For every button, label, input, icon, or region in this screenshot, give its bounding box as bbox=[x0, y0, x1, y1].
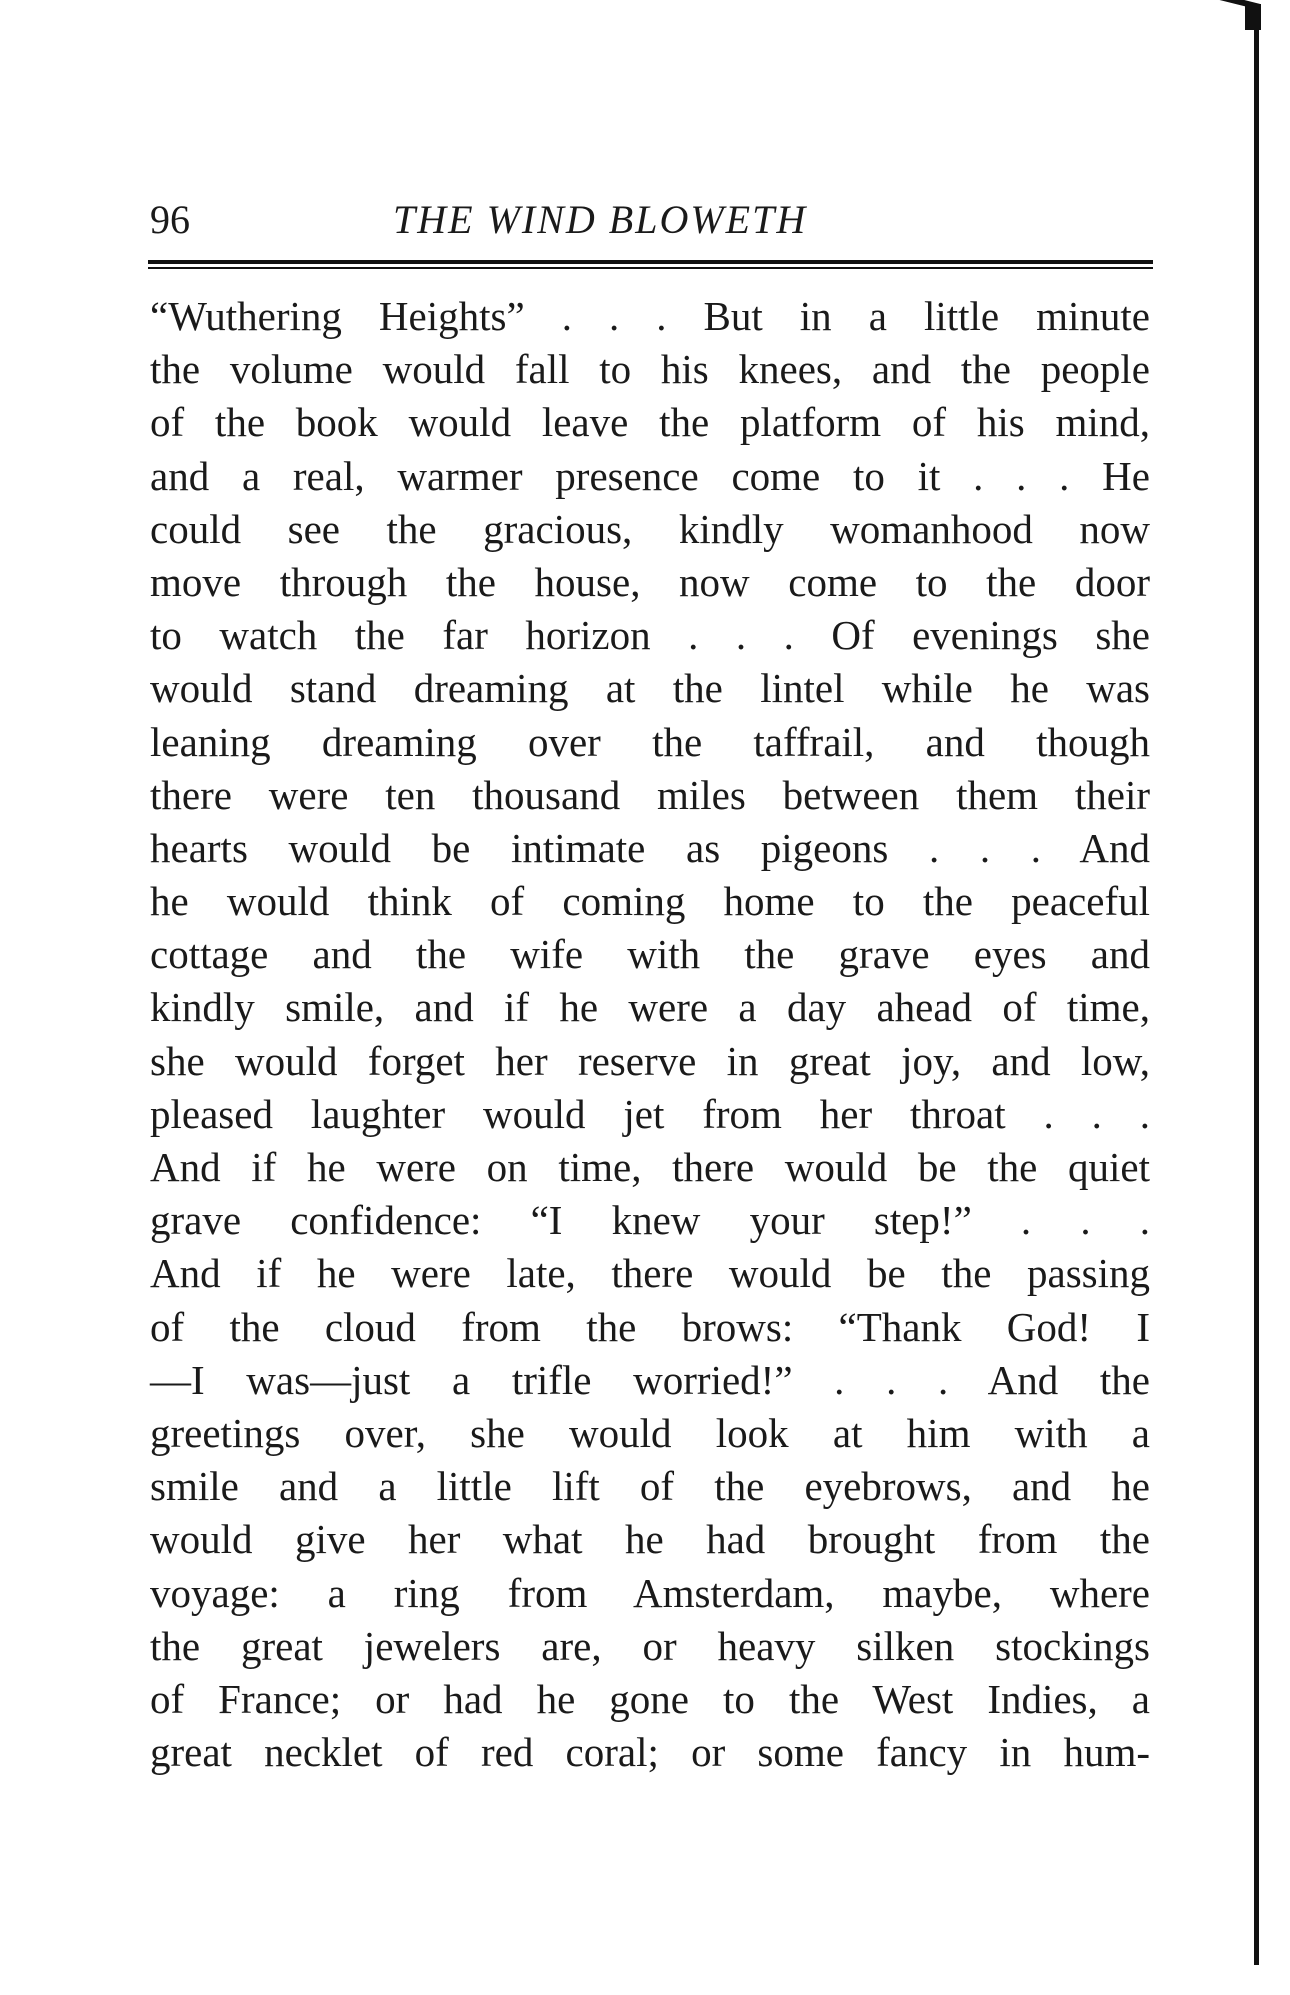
text-line: of the book would leave the platform of his mind, bbox=[150, 399, 1150, 446]
text-line: he would think of coming home to the peaceful bbox=[150, 878, 1150, 925]
text-line: “Wuthering Heights” . . . But in a little minute bbox=[150, 293, 1150, 339]
text-line: And if he were on time, there would be the quiet bbox=[150, 1144, 1150, 1190]
page-number: 96 bbox=[150, 197, 190, 242]
running-header bbox=[150, 190, 1150, 250]
text-line: to watch the far horizon . . . Of evenings she bbox=[150, 612, 1150, 659]
text-line: voyage: a ring from Amsterdam, maybe, where bbox=[150, 1569, 1150, 1616]
text-line: of the cloud from the brows: “Thank God! I bbox=[150, 1303, 1150, 1350]
text-line: grave confidence: “I knew your step!” . . . bbox=[150, 1197, 1150, 1244]
text-line: there were ten thousand miles between them their bbox=[150, 771, 1150, 818]
running-title: THE WIND BLOWETH bbox=[393, 197, 808, 242]
header-rule-thick bbox=[148, 260, 1153, 264]
text-line: move through the house, now come to the door bbox=[150, 558, 1150, 605]
header-rule-thin bbox=[148, 267, 1153, 269]
text-line: great necklet of red coral; or some fancy in hum- bbox=[150, 1729, 1150, 1776]
page-edge-line bbox=[1254, 30, 1259, 1965]
text-line: pleased laughter would jet from her throat . . . bbox=[150, 1090, 1150, 1137]
text-line: greetings over, she would look at him with a bbox=[150, 1409, 1150, 1456]
text-line: hearts would be intimate as pigeons . . . And bbox=[150, 824, 1150, 871]
text-line: —I was—just a trifle worried!” . . . And the bbox=[150, 1356, 1150, 1403]
text-line: cottage and the wife with the grave eyes and bbox=[150, 931, 1150, 978]
text-line: could see the gracious, kindly womanhood now bbox=[150, 505, 1150, 552]
body-text bbox=[150, 290, 1150, 1779]
text-line: the great jewelers are, or heavy silken stockings bbox=[150, 1622, 1150, 1669]
text-line: would stand dreaming at the lintel while he was bbox=[150, 665, 1150, 712]
text-line: she would forget her reserve in great joy, and low, bbox=[150, 1037, 1150, 1084]
text-line: leaning dreaming over the taffrail, and though bbox=[150, 718, 1150, 765]
text-line: would give her what he had brought from the bbox=[150, 1516, 1150, 1563]
text-line: and a real, warmer presence come to it . . . He bbox=[150, 452, 1150, 499]
text-line: kindly smile, and if he were a day ahead of time, bbox=[150, 984, 1150, 1031]
page-edge-corner bbox=[1245, 4, 1261, 30]
text-line: the volume would fall to his knees, and the people bbox=[150, 346, 1150, 393]
text-line: of France; or had he gone to the West Indies, a bbox=[150, 1675, 1150, 1722]
text-line: And if he were late, there would be the passing bbox=[150, 1250, 1150, 1297]
text-line: smile and a little lift of the eyebrows, and he bbox=[150, 1463, 1150, 1510]
